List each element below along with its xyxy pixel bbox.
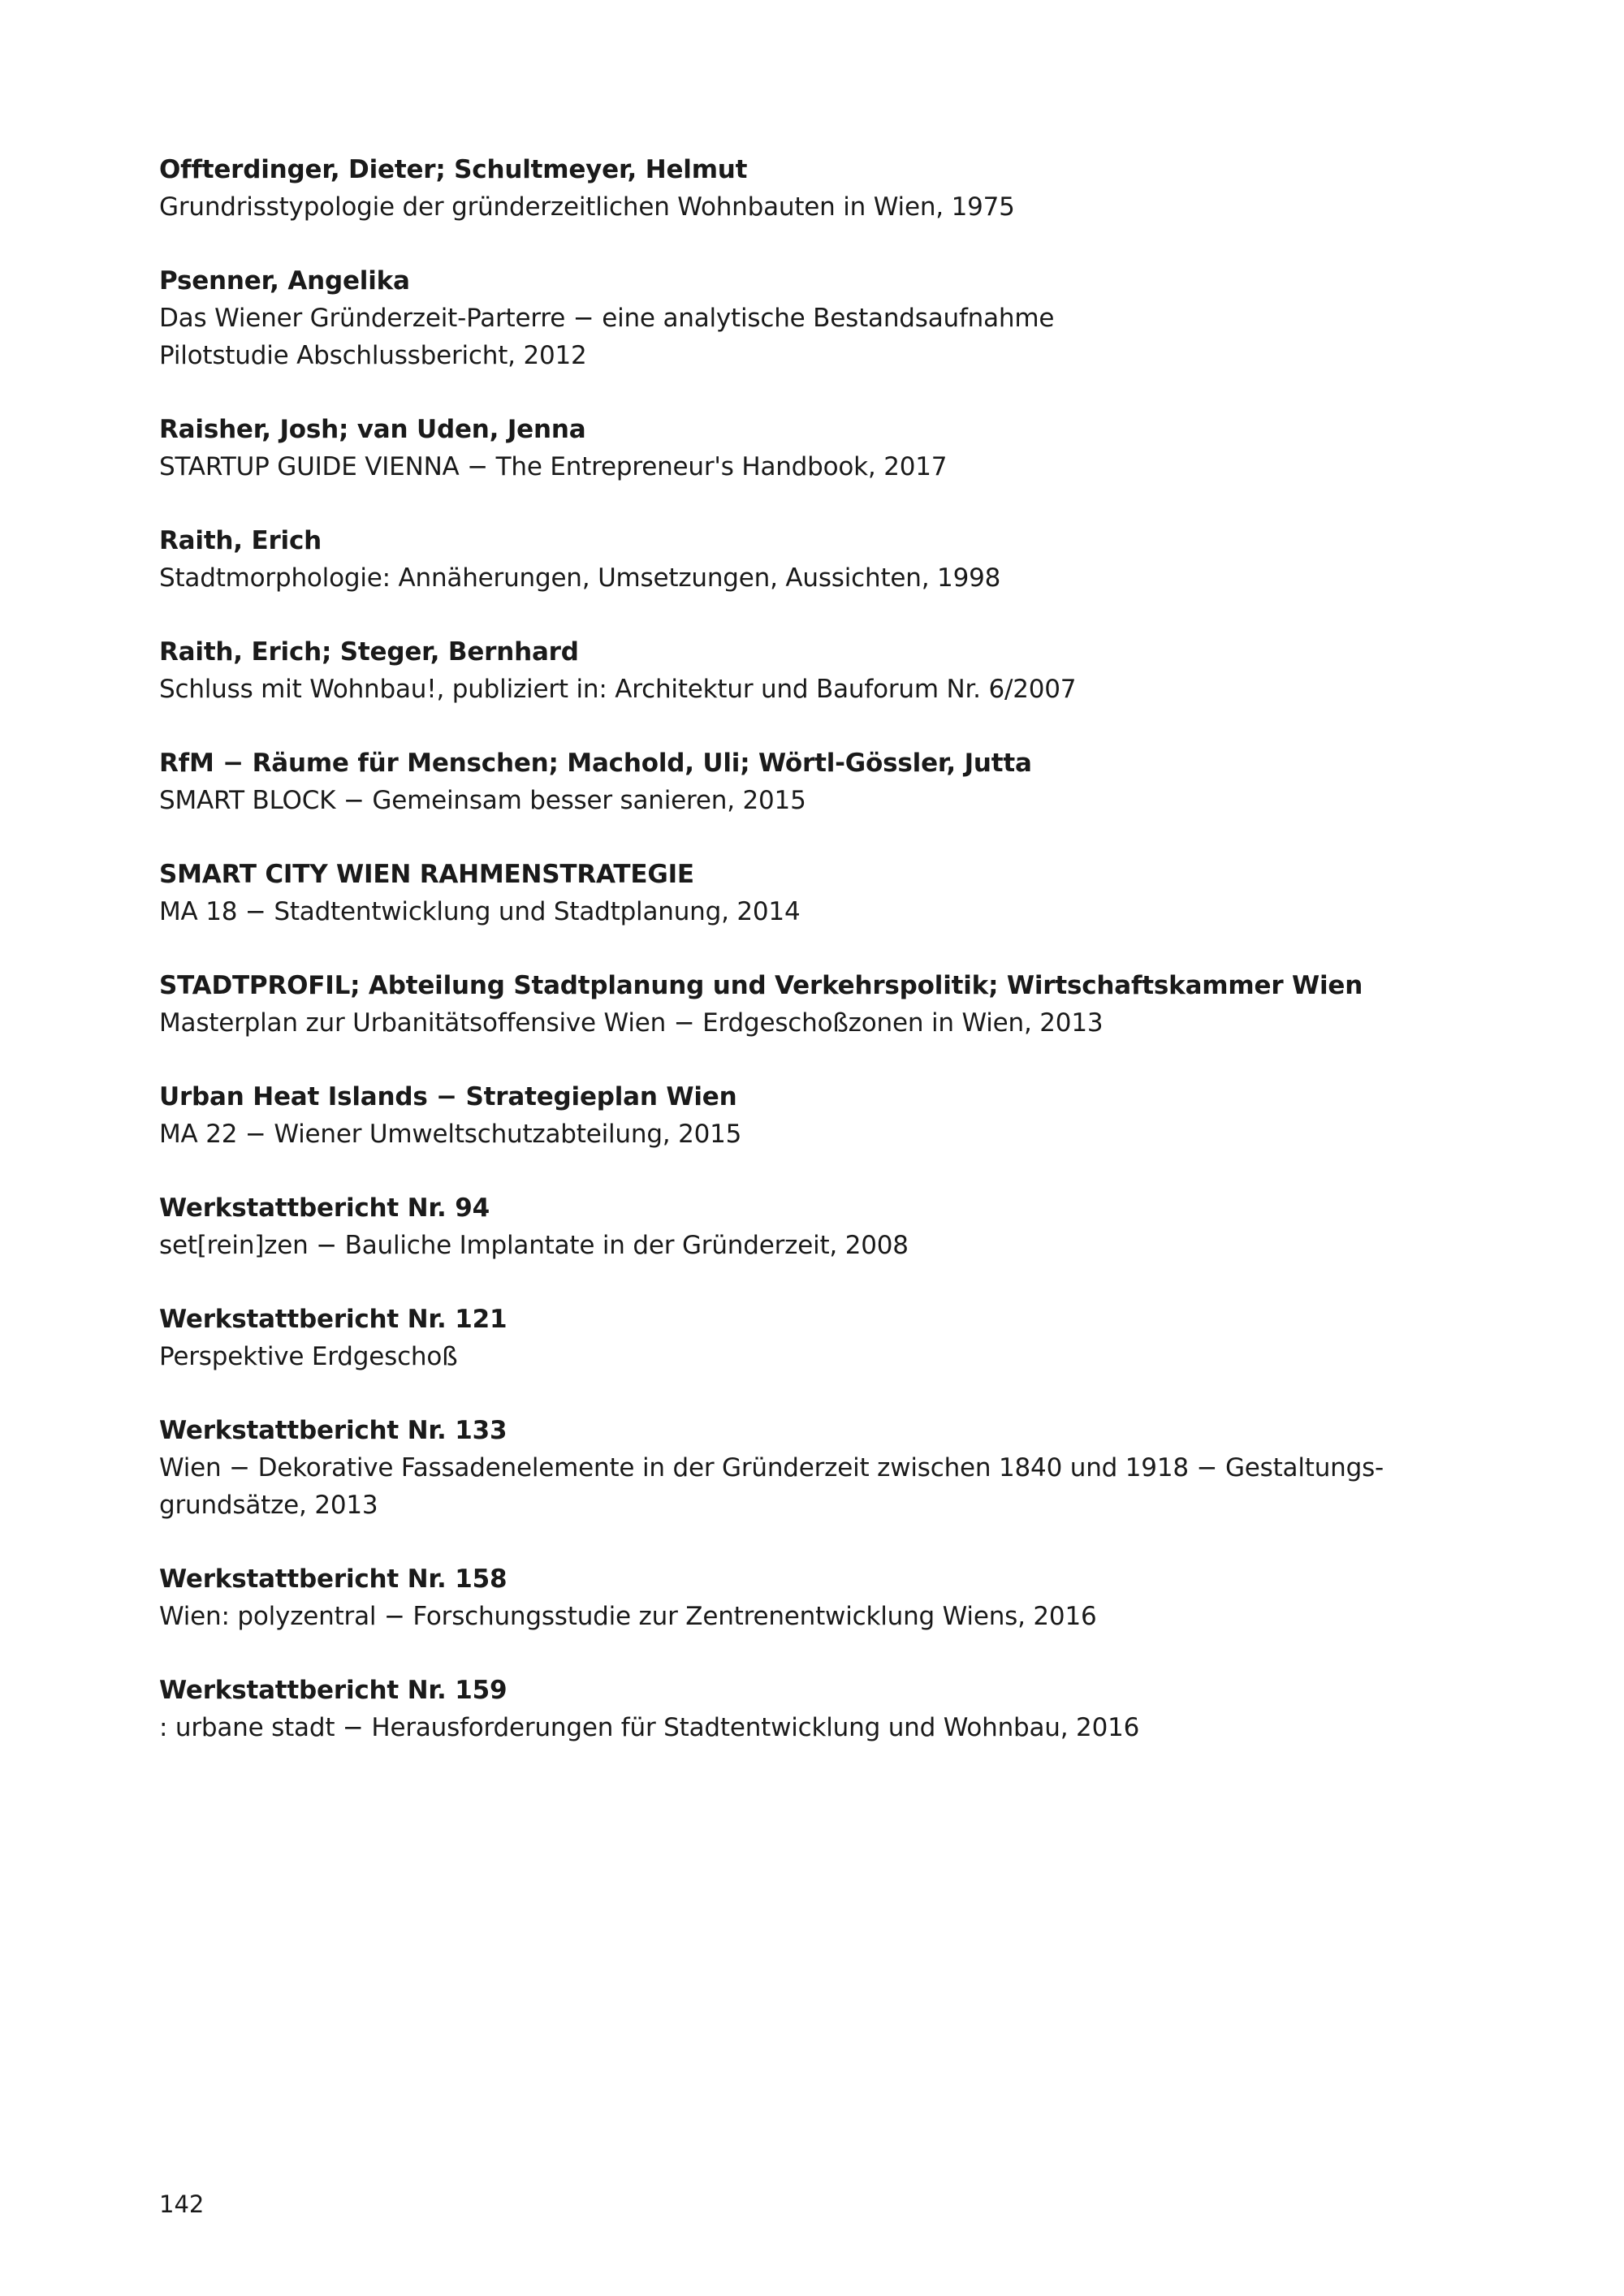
entry-author: Raith, Erich (159, 526, 322, 555)
entry-author: Raith, Erich; Steger, Bernhard (159, 637, 579, 667)
bibliography-entry (159, 744, 1491, 819)
bibliography-entry (159, 1560, 1491, 1635)
entry-title-line: MA 22 − Wiener Umweltschutzabteilung, 2015 (159, 1120, 742, 1149)
bibliography-entry (159, 522, 1491, 597)
page-number: 142 (159, 2190, 205, 2218)
entry-title-line: MA 18 − Stadtentwicklung und Stadtplanung, 2014 (159, 897, 801, 926)
entry-title-line: Wien: polyzentral − Forschungsstudie zur Zentrenentwicklung Wiens, 2016 (159, 1602, 1097, 1631)
bibliography-entry (159, 151, 1491, 226)
entry-author: Werkstattbericht Nr. 121 (159, 1305, 508, 1334)
entry-author: Psenner, Angelika (159, 266, 410, 296)
entry-title-line: Grundrisstypologie der gründerzeitlichen Wohnbauten in Wien, 1975 (159, 192, 1015, 222)
bibliography-entry (159, 967, 1491, 1042)
entry-author: RfM − Räume für Menschen; Machold, Uli; Wörtl-Gössler, Jutta (159, 749, 1032, 778)
entry-author: SMART CITY WIEN RAHMENSTRATEGIE (159, 860, 694, 889)
entry-author: Urban Heat Islands − Strategieplan Wien (159, 1082, 737, 1111)
bibliography-entry (159, 1078, 1491, 1153)
bibliography-entry (159, 856, 1491, 930)
entry-title-line: Stadtmorphologie: Annäherungen, Umsetzungen, Aussichten, 1998 (159, 563, 1001, 593)
bibliography-entry (159, 262, 1491, 374)
entry-author: Werkstattbericht Nr. 94 (159, 1193, 490, 1223)
entry-author: STADTPROFIL; Abteilung Stadtplanung und Verkehrspolitik; Wirtschaftskammer Wien (159, 971, 1363, 1000)
bibliography-entry (159, 1301, 1491, 1375)
bibliography-entry (159, 1672, 1491, 1746)
entry-author: Werkstattbericht Nr. 133 (159, 1416, 508, 1445)
bibliography-entry (159, 411, 1491, 486)
bibliography-list (159, 151, 1491, 1783)
entry-title-line: Masterplan zur Urbanitätsoffensive Wien − Erdgeschoßzonen in Wien, 2013 (159, 1008, 1104, 1038)
entry-title-line: STARTUP GUIDE VIENNA − The Entrepreneur's Handbook, 2017 (159, 452, 948, 481)
bibliography-entry (159, 1412, 1491, 1524)
bibliography-entry (159, 1189, 1491, 1264)
bibliography-entry (159, 633, 1491, 708)
entry-title-line: Wien − Dekorative Fassadenelemente in der Gründerzeit zwischen 1840 und 1918 − Gestaltungs- (159, 1453, 1384, 1482)
entry-title-line: Schluss mit Wohnbau!, publiziert in: Architektur und Bauforum Nr. 6/2007 (159, 675, 1077, 704)
entry-author: Raisher, Josh; van Uden, Jenna (159, 415, 586, 444)
entry-author: Werkstattbericht Nr. 159 (159, 1676, 508, 1705)
entry-author: Offterdinger, Dieter; Schultmeyer, Helmut (159, 155, 748, 184)
entry-title-line: set[rein]zen − Bauliche Implantate in der Gründerzeit, 2008 (159, 1231, 909, 1260)
entry-title-line: Pilotstudie Abschlussbericht, 2012 (159, 341, 587, 370)
entry-title-line: : urbane stadt − Herausforderungen für Stadtentwicklung und Wohnbau, 2016 (159, 1713, 1140, 1742)
entry-title-line: Perspektive Erdgeschoß (159, 1342, 458, 1371)
entry-title-line: SMART BLOCK − Gemeinsam besser sanieren, 2015 (159, 786, 806, 815)
entry-title-line: Das Wiener Gründerzeit-Parterre − eine analytische Bestandsaufnahme (159, 304, 1055, 333)
entry-title-line: grundsätze, 2013 (159, 1491, 378, 1520)
entry-author: Werkstattbericht Nr. 158 (159, 1564, 508, 1594)
